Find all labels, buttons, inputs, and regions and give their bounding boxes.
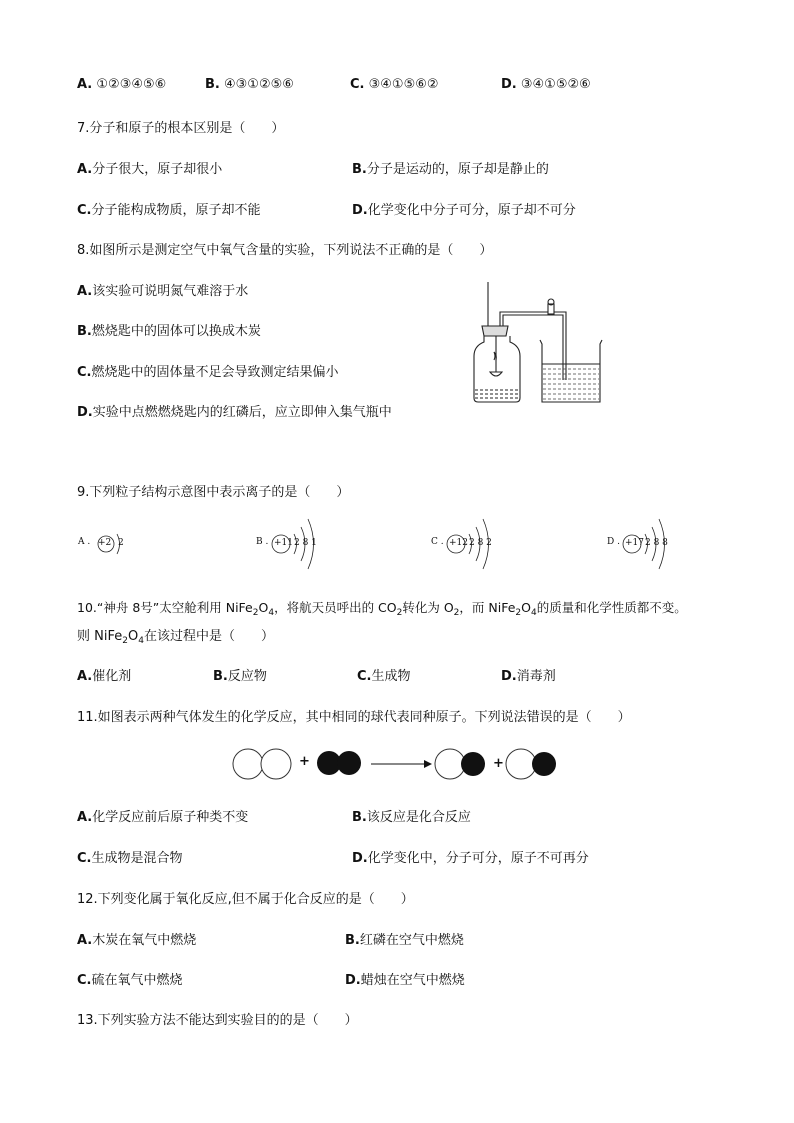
- q10-option-a: A.催化剂: [77, 669, 132, 684]
- q9-option-b-nucleus: +11: [274, 538, 293, 548]
- q11-option-b: B.该反应是化合反应: [352, 810, 471, 825]
- q10-option-c: C.生成物: [357, 669, 411, 684]
- q7-option-a: A.分子很大，原子却很小: [77, 162, 223, 177]
- q6-option-d: D. ③④①⑤②⑥: [501, 77, 591, 92]
- q11-stem: 11.如图表示两种气体发生的化学反应，其中相同的球代表同种原子。下列说法错误的是（ ）: [77, 710, 631, 725]
- q7-option-b: B.分子是运动的，原子却是静止的: [352, 162, 549, 177]
- q9-option-d-nucleus: +17: [625, 538, 644, 548]
- plus-sign: +: [299, 754, 310, 769]
- q6-option-b: B. ④③①②⑤⑥: [205, 77, 294, 92]
- q10-stem-line1: 10.“神舟 8号”太空舱利用 $NiFe_2O_4$，将航天员呼出的 $CO_2$转化为 $O_2$，而 $NiFe_2O_4$的质量和化学性质都不变。: [77, 600, 687, 618]
- oxygen-experiment-apparatus: [470, 280, 610, 405]
- q8-option-d: D.实验中点燃燃烧匙内的红磷后，应立即伸入集气瓶中: [77, 405, 392, 420]
- q9-stem: 9.下列粒子结构示意图中表示离子的是（ ）: [77, 485, 350, 500]
- q9-option-c-label: C .: [431, 537, 444, 547]
- q12-option-a: A.木炭在氧气中燃烧: [77, 933, 197, 948]
- q12-option-d: D.蜡烛在空气中燃烧: [345, 973, 465, 988]
- q9-option-b-shells: 2 8 1: [294, 538, 317, 548]
- q12-option-b: B.红磷在空气中燃烧: [345, 933, 464, 948]
- q13-stem: 13.下列实验方法不能达到实验目的的是（ ）: [77, 1013, 358, 1028]
- q9-option-a-nucleus: +2: [98, 538, 112, 548]
- q6-option-c: C. ③④①⑤⑥②: [350, 77, 439, 92]
- q9-option-d-label: D .: [607, 537, 620, 547]
- q10-stem-line2: 则 $NiFe_2O_4$在该过程中是（ ）: [77, 629, 274, 646]
- q7-option-c: C.分子能构成物质，原子却不能: [77, 203, 261, 218]
- q7-option-d: D.化学变化中分子可分，原子却不可分: [352, 203, 576, 218]
- q6-option-a: A. ①②③④⑤⑥: [77, 77, 167, 92]
- q11-option-a: A.化学反应前后原子种类不变: [77, 810, 249, 825]
- q12-option-c: C.硫在氧气中燃烧: [77, 973, 183, 988]
- q9-option-c-shells: 2 8 2: [469, 538, 492, 548]
- q9-option-d-shells: 2 8 8: [645, 538, 668, 548]
- q9-option-a-shells: 2: [118, 538, 124, 548]
- q8-stem: 8.如图所示是测定空气中氧气含量的实验，下列说法不正确的是（ ）: [77, 243, 493, 258]
- reaction-diagram: [228, 745, 563, 785]
- q8-option-b: B.燃烧匙中的固体可以换成木炭: [77, 324, 261, 339]
- q9-option-c-nucleus: +12: [449, 538, 468, 548]
- q7-stem: 7.分子和原子的根本区别是（ ）: [77, 121, 285, 136]
- q9-option-b-label: B .: [256, 537, 269, 547]
- q11-option-c: C.生成物是混合物: [77, 851, 183, 866]
- q8-option-c: C.燃烧匙中的固体量不足会导致测定结果偏小: [77, 365, 339, 380]
- q11-option-d: D.化学变化中，分子可分，原子不可再分: [352, 851, 589, 866]
- q10-option-d: D.消毒剂: [501, 669, 556, 684]
- q9-option-a-label: A .: [78, 537, 91, 547]
- q8-option-a: A.该实验可说明氮气难溶于水: [77, 284, 249, 299]
- plus-sign: +: [493, 756, 504, 771]
- q12-stem: 12.下列变化属于氧化反应,但不属于化合反应的是（ ）: [77, 892, 414, 907]
- q10-option-b: B.反应物: [213, 669, 267, 684]
